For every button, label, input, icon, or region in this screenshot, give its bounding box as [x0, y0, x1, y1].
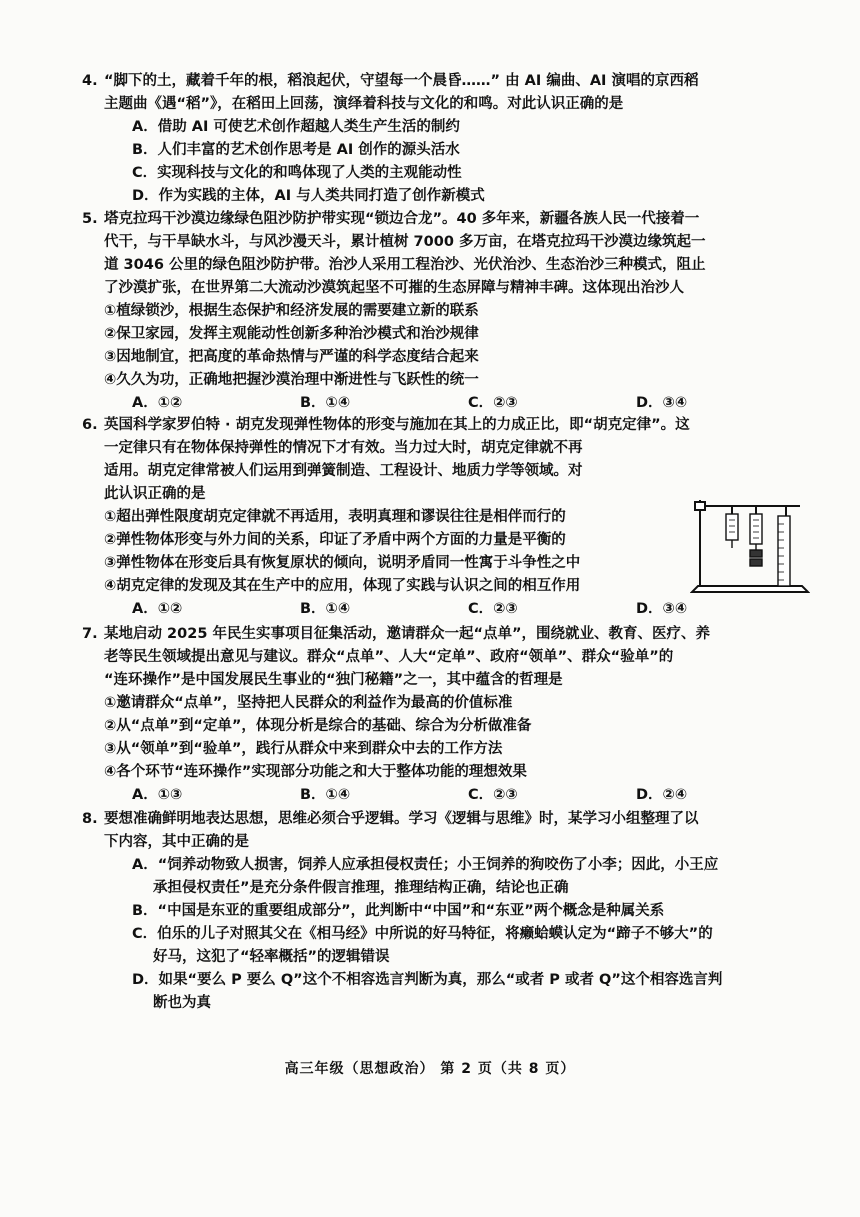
question-number: 7.	[82, 626, 98, 642]
statement-item: ①植绿锁沙，根据生态保护和经济发展的需要建立新的联系	[104, 303, 479, 319]
question-number: 6.	[82, 417, 98, 433]
answer-choices	[104, 392, 804, 415]
statement-item: ③从“领单”到“验单”，践行从群众中来到群众中去的工作方法	[104, 741, 503, 757]
option-c: C．实现科技与文化的和鸣体现了人类的主观能动性	[132, 165, 462, 181]
choice-a: A．①②	[132, 601, 183, 617]
question-stem-line: 主题曲《遇“稻”》，在稻田上回荡，演绎着科技与文化的和鸣。对此认识正确的是	[104, 96, 624, 112]
choice-b: B．①④	[300, 395, 351, 411]
option-a: A．借助 AI 可使艺术创作超越人类生产生活的制约	[132, 119, 460, 135]
statement-item: ②弹性物体形变与外力间的关系，印证了矛盾中两个方面的力量是平衡的	[104, 532, 566, 548]
statement-item: ③因地制宜，把高度的革命热情与严谨的科学态度结合起来	[104, 349, 479, 365]
question-stem-line: 一定律只有在物体保持弹性的情况下才有效。当力过大时，胡克定律就不再	[104, 440, 583, 456]
option-d: D．作为实践的主体，AI 与人类共同打造了创作新模式	[132, 188, 485, 204]
statement-item: ④各个环节“连环操作”实现部分功能之和大于整体功能的理想效果	[104, 764, 527, 780]
statement-item: ④胡克定律的发现及其在生产中的应用，体现了实践与认识之间的相互作用	[104, 578, 581, 594]
question-stem-line: 代干，与干旱缺水斗，与风沙漫天斗，累计植树 7000 多万亩，在塔克拉玛干沙漠边缘筑起一	[104, 234, 706, 250]
question-stem-line: 了沙漠扩张，在世界第二大流动沙漠筑起坚不可摧的生态屏障与精神丰碑。这体现出治沙人	[104, 280, 684, 296]
question-8	[82, 808, 804, 1015]
option-d: D．如果“要么 P 要么 Q”这个不相容选言判断为真，那么“或者 P 或者 Q”这个相容选言判	[132, 972, 723, 988]
choice-c: C．②③	[468, 601, 518, 617]
question-7	[82, 623, 804, 807]
question-stem-line: 道 3046 公里的绿色阻沙防护带。治沙人采用工程治沙、光伏治沙、生态治沙三种模式，阻止	[104, 257, 706, 273]
choice-b: B．①④	[300, 787, 351, 803]
question-stem-line: 塔克拉玛干沙漠边缘绿色阻沙防护带实现“锁边合龙”。40 多年来，新疆各族人民一代接着一	[104, 211, 700, 227]
choice-d: D．③④	[636, 395, 688, 411]
option-a-continued: 承担侵权责任”是充分条件假言推理，推理结构正确，结论也正确	[153, 880, 569, 896]
option-a: A．“饲养动物致人损害，饲养人应承担侵权责任；小王饲养的狗咬伤了小李；因此，小王应	[132, 857, 719, 873]
question-number: 8.	[82, 811, 98, 827]
statement-item: ④久久为功，正确地把握沙漠治理中渐进性与飞跃性的统一	[104, 372, 479, 388]
question-stem-line: “脚下的土，藏着千年的根，稻浪起伏，守望每一个晨昏……” 由 AI 编曲、AI 演唱的京西稻	[104, 73, 699, 89]
option-d-continued: 断也为真	[153, 995, 211, 1011]
statement-item: ③弹性物体在形变后具有恢复原状的倾向，说明矛盾同一性寓于斗争性之中	[104, 555, 581, 571]
option-c: C．伯乐的儿子对照其父在《相马经》中所说的好马特征，将癞蛤蟆认定为“蹄子不够大”的	[132, 926, 713, 942]
choice-c: C．②③	[468, 395, 518, 411]
question-number: 5.	[82, 211, 98, 227]
statement-item: ②保卫家园，发挥主观能动性创新多种治沙模式和治沙规律	[104, 326, 479, 342]
question-number: 4.	[82, 73, 98, 89]
page-footer: 高三年级（思想政治） 第 2 页（共 8 页）	[284, 1061, 576, 1077]
option-c-continued: 好马，这犯了“轻率概括”的逻辑错误	[153, 949, 390, 965]
choice-d: D．②④	[636, 787, 688, 803]
question-stem-line: 老等民生领域提出意见与建议。群众“点单”、人大“定单”、政府“领单”、群众“验单”的	[104, 649, 674, 665]
option-b: B．“中国是东亚的重要组成部分”，此判断中“中国”和“东亚”两个概念是种属关系	[132, 903, 665, 919]
choice-d: D．③④	[636, 601, 688, 617]
question-stem-line: 英国科学家罗伯特 · 胡克发现弹性物体的形变与施加在其上的力成正比，即“胡克定律”。这	[104, 417, 690, 433]
question-stem-line: 适用。胡克定律常被人们运用到弹簧制造、工程设计、地质力学等领域。对	[104, 463, 583, 479]
choice-a: A．①③	[132, 787, 183, 803]
option-b: B．人们丰富的艺术创作思考是 AI 创作的源头活水	[132, 142, 460, 158]
choice-c: C．②③	[468, 787, 518, 803]
question-stem-line: 此认识正确的是	[104, 486, 206, 502]
choice-b: B．①④	[300, 601, 351, 617]
question-stem-line: 要想准确鲜明地表达思想，思维必须合乎逻辑。学习《逻辑与思维》时，某学习小组整理了以	[104, 811, 699, 827]
question-stem-line: 下内容，其中正确的是	[104, 834, 249, 850]
statement-item: ②从“点单”到“定单”，体现分析是综合的基础、综合为分析做准备	[104, 718, 532, 734]
question-4	[82, 70, 804, 208]
answer-choices	[104, 598, 804, 621]
choice-a: A．①②	[132, 395, 183, 411]
answer-choices	[104, 784, 804, 807]
statement-item: ①邀请群众“点单”，坚持把人民群众的利益作为最高的价值标准	[104, 695, 513, 711]
statement-item: ①超出弹性限度胡克定律就不再适用，表明真理和谬误往往是相伴而行的	[104, 509, 566, 525]
spring-scale-stand-figure	[690, 492, 810, 597]
question-stem-line: “连环操作”是中国发展民生事业的“独门秘籍”之一，其中蕴含的哲理是	[104, 672, 563, 688]
question-5	[82, 208, 804, 415]
question-stem-line: 某地启动 2025 年民生实事项目征集活动，邀请群众一起“点单”，围绕就业、教育、医疗、养	[104, 626, 711, 642]
